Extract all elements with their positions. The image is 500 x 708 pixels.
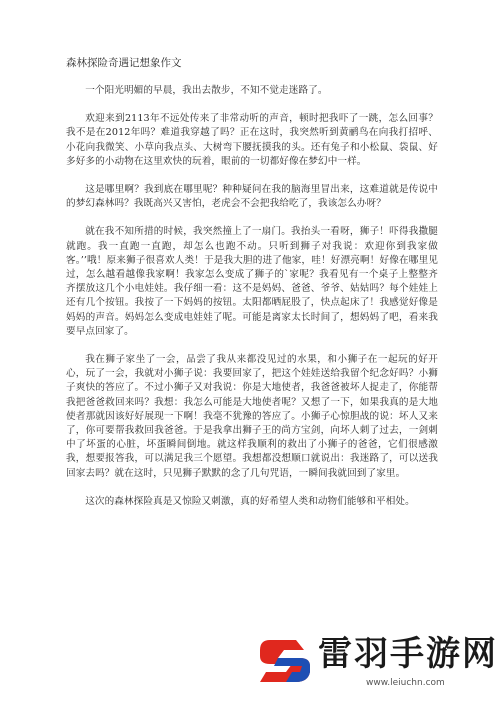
brand-name: 雷羽手游网: [318, 634, 498, 674]
paragraph: 这次的森林探险真是又惊险又刺激，真的好希望人类和动物们能够和平相处。: [85, 495, 415, 507]
document-title: 森林探险奇遇记想象作文: [66, 57, 182, 69]
brand-url: www.leiuchn.com: [366, 678, 445, 688]
paragraph: 欢迎来到2113年不远处传来了非常动听的声音，顿时把我吓了一跳，怎么回事？我不是在2012年吗？难道我穿越了吗？正在这时，我突然听到黄鹂鸟在向我打招呼、小花向我微笑、小草向我点头、大树弯下腰抚摸我的头。还有兔子和小松鼠、袋鼠、好多好多的小动物在这里欢快的玩着，眼前的一切都好像在梦幻中一样。: [66, 113, 438, 167]
site-watermark: [256, 632, 498, 698]
paragraph: 我在狮子家坐了一会，品尝了我从来都没见过的水果，和小狮子在一起玩的好开心，玩了一会，我就对小狮子说：我要回家了，把这个娃娃送给我留个纪念好吗？小狮子爽快的答应了。不过小狮子又对我说：你是大地使者，我爸爸被坏人捉走了，你能帮我把爸爸救回来吗？我想：我怎么可能是大地使者呢？又想了一下，如果我真的是大地使者那就因该好好展现一下啊！我毫不犹豫的答应了。小狮子心惊胆战的说：坏人又来了，你可要帮我救回我爸爸。于是我拿出狮子王的尚方宝剑，向坏人刺了过去，一剑刺中了坏蛋的心脏，坏蛋瞬间倒地。就这样我顺利的救出了小狮子的爸爸，它们很感激我，想要报答我，可以满足我三个愿望。我想都没想顺口就说出：我迷路了，可以送我回家去吗？就在这时，只见狮子默默的念了几句咒语，一瞬间我就回到了家里。: [66, 354, 438, 479]
stylized-s-logo-icon: [256, 636, 314, 686]
paragraph: 一个阳光明媚的早晨，我出去散步，不知不觉走迷路了。: [85, 85, 328, 96]
paragraph: 就在我不知所措的时候，我突然撞上了一扇门。我抬头一看呀，狮子！吓得我撒腿就跑。我一直跑一直跑，却怎么也跑不动。只听到狮子对我说：欢迎你到我家做客。’’哦！原来狮子很喜欢人类！于是我大胆的进了他家，哇！好漂亮啊！好像在哪里见过，怎么越看越像我家啊！我家怎么变成了狮子的`家呢？我看见有一个桌子上整整齐齐摆放这几个小电娃娃。我仔细一看：这不是妈妈、爸爸、爷爷、姑姑吗？每个娃娃上还有几个按钮。我按了一下妈妈的按钮。太阳都晒屁股了，快点起床了！我感觉好像是妈妈的声音。妈妈怎么变成电娃娃了呢。可能是离家太长时间了，想妈妈了吧，看来我要早点回家了。: [66, 226, 438, 337]
document-page: [66, 56, 438, 523]
paragraph: 这是哪里啊？我到底在哪里呢？种种疑问在我的脑海里冒出来，这难道就是传说中的梦幻森林吗？我既高兴又害怕，老虎会不会把我给吃了，我该怎么办呀？: [66, 184, 438, 210]
